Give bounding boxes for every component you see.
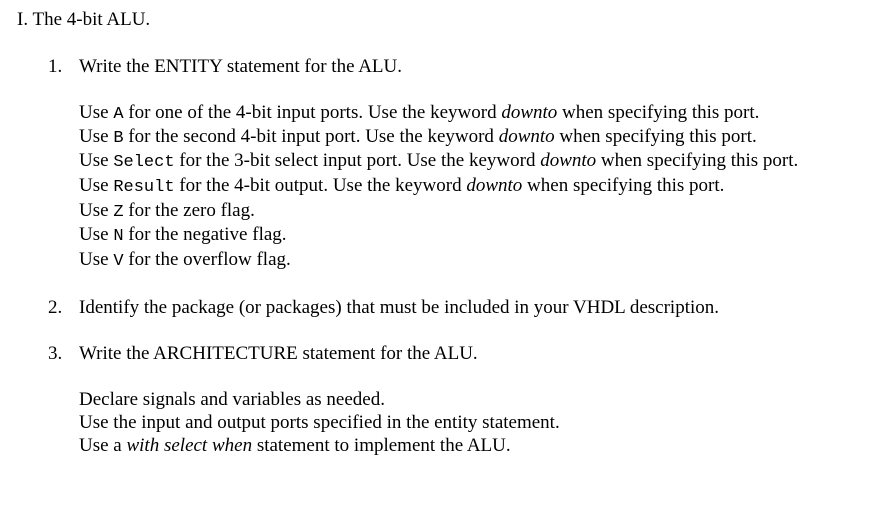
code-v: V	[113, 252, 124, 271]
item-1-number: 1.	[48, 56, 63, 77]
section-heading	[17, 8, 150, 32]
item-2-number: 2.	[48, 297, 63, 318]
detail-line: Declare signals and variables as needed.	[79, 389, 385, 410]
code-n: N	[113, 227, 124, 246]
detail-line: Use V for the overflow flag.	[79, 249, 291, 271]
keyword-downto: downto	[501, 102, 558, 123]
code-result: Result	[113, 178, 175, 197]
detail-line: Use A for one of the 4-bit input ports. Use the keyword downto when specifying this port.	[79, 102, 760, 124]
code-select: Select	[113, 153, 175, 172]
detail-line: Use the input and output ports specified in the entity statement.	[79, 412, 560, 433]
item-3-text: Write the ARCHITECTURE statement for the ALU.	[79, 343, 478, 364]
code-b: B	[113, 129, 124, 148]
section-number: I.	[17, 9, 29, 30]
keyword-downto: downto	[540, 150, 597, 171]
keyword-downto: downto	[498, 126, 555, 147]
section-title: The 4-bit ALU.	[32, 9, 151, 30]
item-2-text: Identify the package (or packages) that must be included in your VHDL description.	[79, 297, 719, 318]
code-a: A	[113, 105, 124, 124]
item-1-text: Write the ENTITY statement for the ALU.	[79, 56, 403, 77]
keyword-downto: downto	[466, 175, 523, 196]
item-3-number: 3.	[48, 343, 63, 364]
detail-line: Use B for the second 4-bit input port. Use the keyword downto when specifying this port.	[79, 126, 757, 148]
keyword-with-select-when: with select when	[126, 435, 253, 456]
detail-line: Use Result for the 4-bit output. Use the keyword downto when specifying this port.	[79, 175, 725, 197]
detail-line: Use a with select when statement to implement the ALU.	[79, 435, 511, 456]
detail-line: Use Z for the zero flag.	[79, 200, 255, 222]
code-z: Z	[113, 203, 124, 222]
detail-line: Use Select for the 3-bit select input port. Use the keyword downto when specifying this port.	[79, 150, 799, 172]
detail-line: Use N for the negative flag.	[79, 224, 287, 246]
